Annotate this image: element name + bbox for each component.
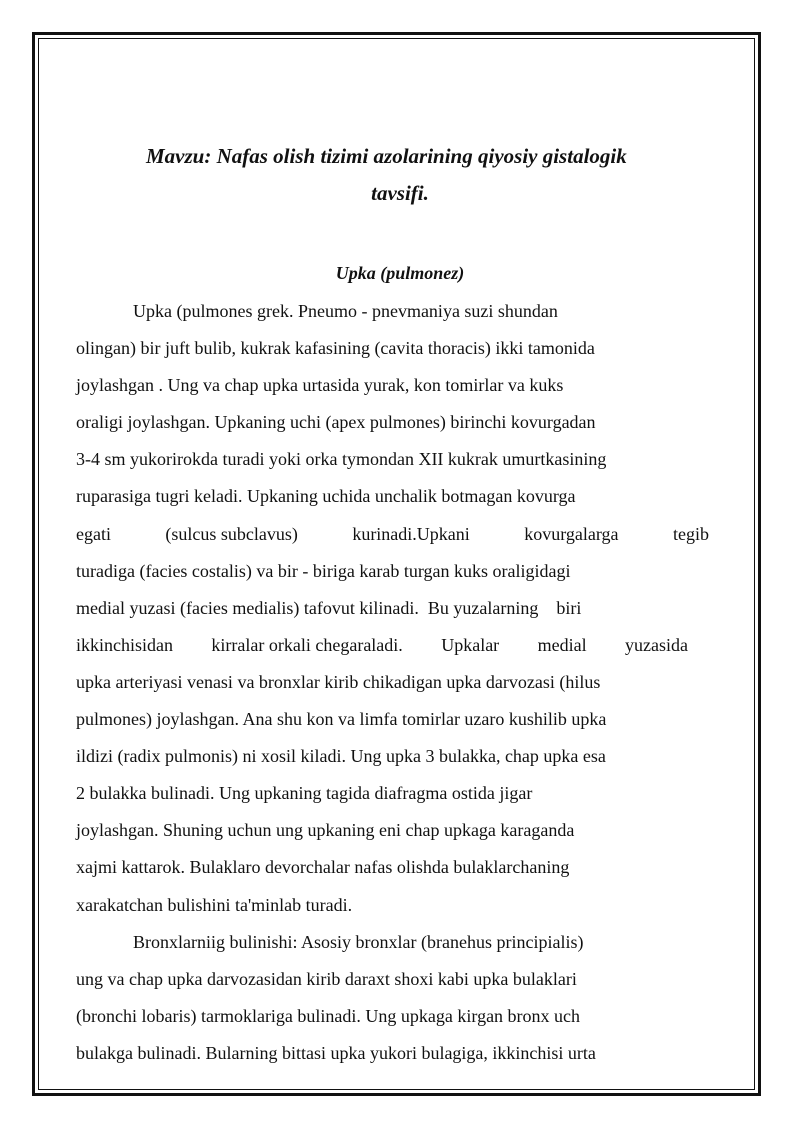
word: yuzasida xyxy=(624,634,688,655)
word: egati xyxy=(76,523,111,544)
paragraph-line: joylashgan. Shuning uchun ung upkaning eni chap upkaga karaganda xyxy=(76,820,575,841)
paragraph-line: xarakatchan bulishini ta'minlab turadi. xyxy=(76,894,353,915)
paragraph-line xyxy=(76,590,736,627)
paragraph-line: 2 bulakka bulinadi. Ung upkaning tagida diafragma ostida jigar xyxy=(76,783,533,804)
text-segment: Bu yuzalarning xyxy=(427,597,539,618)
paragraph-line: Upka (pulmones grek. Pneumo - pnevmaniya suzi shundan xyxy=(133,301,558,321)
paragraph-line: joylashgan . Ung va chap upka urtasida yurak, kon tomirlar va kuks xyxy=(76,375,564,396)
paragraph-line: upka arteriyasi venasi va bronxlar kirib chikadigan upka darvozasi (hilus xyxy=(76,671,601,692)
word: kirralar orkali chegaraladi. xyxy=(211,634,403,655)
word: kovurgalarga xyxy=(524,523,619,544)
paragraph-line: bulakga bulinadi. Bularning bittasi upka yukori bulagiga, ikkinchisi urta xyxy=(76,1042,596,1063)
paragraph-line: oraligi joylashgan. Upkaning uchi (apex pulmones) birinchi kovurgadan xyxy=(76,412,596,433)
section-heading: Upka (pulmonez) xyxy=(335,263,465,283)
paragraph-line xyxy=(76,516,709,553)
paragraph-line: (bronchi lobaris) tarmoklariga bulinadi. Ung upkaga kirgan bronx uch xyxy=(76,1005,581,1026)
word: ikkinchisidan xyxy=(76,634,173,655)
paragraph-line: ildizi (radix pulmonis) ni xosil kiladi. Ung upka 3 bulakka, chap upka esa xyxy=(76,746,606,767)
paragraph-line: olingan) bir juft bulib, kukrak kafasining (cavita thoracis) ikki tamonida xyxy=(76,338,595,359)
paragraph-line xyxy=(76,627,688,664)
page-title xyxy=(76,138,724,212)
word: kurinadi.Upkani xyxy=(352,523,470,544)
body-text xyxy=(76,293,736,1072)
word: Upkalar xyxy=(441,634,500,655)
paragraph-line: 3-4 sm yukorirokda turadi yoki orka tymondan XII kukrak umurtkasining xyxy=(76,449,607,470)
title-line-2: tavsifi. xyxy=(371,181,429,205)
word: tegib xyxy=(672,523,709,544)
text-segment: biri xyxy=(556,597,582,618)
paragraph-line: ruparasiga tugri keladi. Upkaning uchida unchalik botmagan kovurga xyxy=(76,486,576,507)
word: medial xyxy=(537,634,587,655)
word: (sulcus subclavus) xyxy=(165,523,298,544)
paragraph-line: xajmi kattarok. Bulaklaro devorchalar nafas olishda bulaklarchaning xyxy=(76,857,570,878)
paragraph-line: ung va chap upka darvozasidan kirib daraxt shoxi kabi upka bulaklari xyxy=(76,968,577,989)
paragraph-line: turadiga (facies costalis) va bir - biriga karab turgan kuks oraligidagi xyxy=(76,560,571,581)
title-line-1: Mavzu: Nafas olish tizimi azolarining qiyosiy gistalogik xyxy=(146,144,627,168)
text-segment: medial yuzasi (facies medialis) tafovut kilinadi. xyxy=(76,597,419,618)
paragraph-line: Bronxlarniig bulinishi: Asosiy bronxlar (branehus principialis) xyxy=(133,931,584,952)
paragraph-line: pulmones) joylashgan. Ana shu kon va limfa tomirlar uzaro kushilib upka xyxy=(76,709,607,730)
